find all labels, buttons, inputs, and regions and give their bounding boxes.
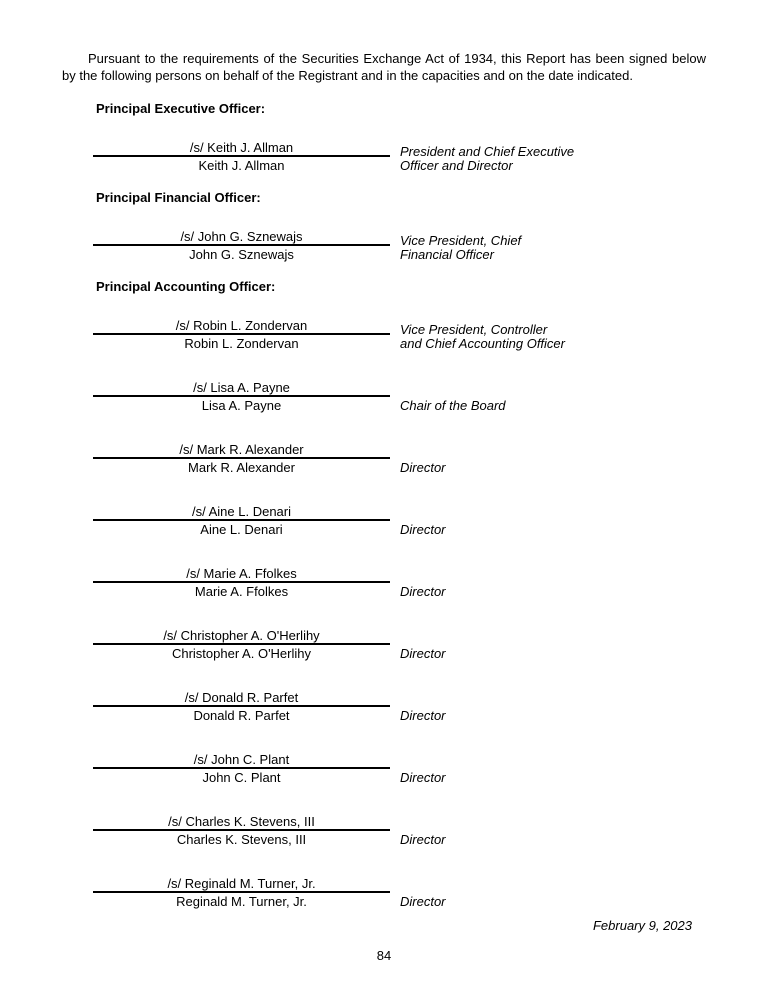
intro-paragraph	[62, 50, 706, 84]
signature-block	[93, 877, 706, 909]
signatory-title-line: Director	[400, 770, 446, 785]
signature-block	[93, 567, 706, 599]
signature-text: /s/ Charles K. Stevens, III	[93, 815, 390, 831]
signature-text: /s/ Reginald M. Turner, Jr.	[93, 877, 390, 893]
signature-column	[93, 815, 390, 847]
signatory-title	[400, 145, 574, 173]
signatory-name: Mark R. Alexander	[188, 460, 295, 475]
signatory-title	[400, 709, 446, 723]
signature-text: /s/ John C. Plant	[93, 753, 390, 769]
signature-text: /s/ Christopher A. O'Herlihy	[93, 629, 390, 645]
signatory-name: Keith J. Allman	[198, 158, 285, 173]
signatory-name: John C. Plant	[202, 770, 281, 785]
signature-column	[93, 629, 390, 661]
signature-column	[93, 753, 390, 785]
signatory-title	[400, 323, 565, 351]
signature-text: /s/ Robin L. Zondervan	[93, 319, 390, 335]
signing-date: February 9, 2023	[592, 918, 692, 933]
signatory-title-line: Director	[400, 894, 446, 909]
signature-text: /s/ John G. Sznewajs	[93, 230, 390, 246]
signatory-name: Lisa A. Payne	[201, 398, 282, 413]
signature-text: /s/ Keith J. Allman	[93, 141, 390, 157]
signatory-name: Marie A. Ffolkes	[194, 584, 289, 599]
signature-column	[93, 141, 390, 173]
signatory-title-line: Director	[400, 584, 446, 599]
signature-column	[93, 319, 390, 351]
page-number: 84	[376, 948, 392, 963]
signatory-title	[400, 895, 446, 909]
signatory-name: Aine L. Denari	[200, 522, 283, 537]
signature-block	[93, 381, 706, 413]
signatory-title-line: Director	[400, 646, 446, 661]
signature-block	[93, 815, 706, 847]
signatory-title	[400, 771, 446, 785]
signatory-title-line: Director	[400, 460, 446, 475]
signature-text: /s/ Donald R. Parfet	[93, 691, 390, 707]
signature-text: /s/ Marie A. Ffolkes	[93, 567, 390, 583]
signatory-title-line: Chair of the Board	[400, 398, 506, 413]
signatory-title-line: and Chief Accounting Officer	[400, 336, 565, 351]
signatory-name: Robin L. Zondervan	[184, 336, 299, 351]
signatory-title-line: Director	[400, 832, 446, 847]
signature-column	[93, 691, 390, 723]
signature-block	[93, 443, 706, 475]
signature-column	[93, 505, 390, 537]
intro-line-2: by the following persons on behalf of the Registrant and in the capacities and on the date indicated.	[62, 68, 633, 83]
signature-block	[93, 230, 706, 262]
signatory-title	[400, 585, 446, 599]
signature-block	[93, 691, 706, 723]
signatory-name: Donald R. Parfet	[193, 708, 290, 723]
signatory-title	[400, 461, 446, 475]
signatory-title	[400, 523, 446, 537]
signature-block	[93, 629, 706, 661]
signatory-name: Charles K. Stevens, III	[176, 832, 307, 847]
intro-line-1: Pursuant to the requirements of the Securities Exchange Act of 1934, this Report has been signed below	[88, 51, 706, 66]
signatory-title-line: Financial Officer	[400, 247, 494, 262]
section-header: Principal Accounting Officer:	[96, 279, 276, 294]
section-header: Principal Financial Officer:	[96, 190, 261, 205]
signatory-title-line: Director	[400, 522, 446, 537]
signature-text: /s/ Mark R. Alexander	[93, 443, 390, 459]
signature-text: /s/ Aine L. Denari	[93, 505, 390, 521]
signature-column	[93, 567, 390, 599]
signatory-title-line: Vice President, Controller	[400, 322, 548, 337]
signature-block	[93, 141, 706, 173]
signature-text: /s/ Lisa A. Payne	[93, 381, 390, 397]
signatory-title-line: Vice President, Chief	[400, 233, 522, 248]
signature-column	[93, 877, 390, 909]
signatory-title-line: Officer and Director	[400, 158, 513, 173]
signatory-name: John G. Sznewajs	[189, 247, 294, 262]
signatory-title	[400, 647, 446, 661]
signatory-name: Christopher A. O'Herlihy	[171, 646, 312, 661]
signature-block	[93, 753, 706, 785]
signature-block	[93, 505, 706, 537]
section-header: Principal Executive Officer:	[96, 101, 266, 116]
signatory-name: Reginald M. Turner, Jr.	[176, 894, 307, 909]
signatory-title	[400, 234, 521, 262]
signature-list	[62, 100, 706, 909]
signatory-title-line: President and Chief Executive	[400, 144, 575, 159]
signature-block	[93, 319, 706, 351]
signature-column	[93, 230, 390, 262]
signatory-title-line: Director	[400, 708, 446, 723]
signatory-title	[400, 399, 506, 413]
signature-column	[93, 381, 390, 413]
signatory-title	[400, 833, 446, 847]
signature-column	[93, 443, 390, 475]
